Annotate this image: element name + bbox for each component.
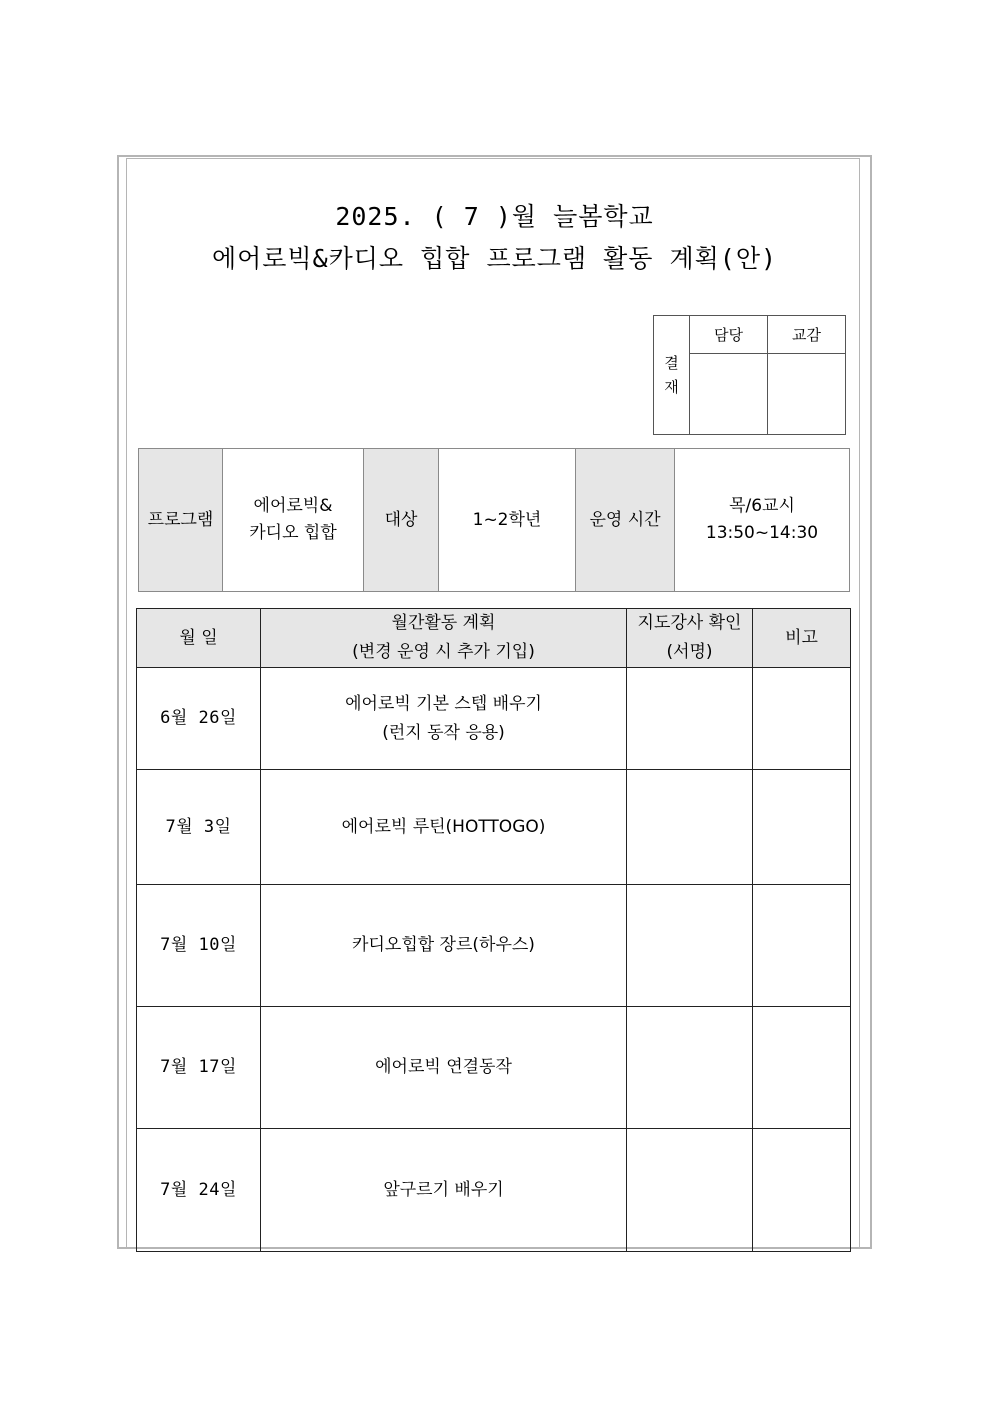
table-row: [137, 1129, 851, 1252]
approval-label-line1: 결: [664, 354, 679, 372]
approval-label-line2: 재: [664, 378, 679, 396]
table-row: [137, 1007, 851, 1129]
program-value-line2: 카디오 힙합: [249, 523, 337, 543]
header-note: 비고: [753, 609, 851, 668]
document-title-line1: 2025. ( 7 )월 늘봄학교: [335, 202, 654, 231]
header-activity-line1: 월간활동 계획: [391, 613, 496, 633]
table-row: [137, 770, 851, 885]
header-confirm: [627, 609, 753, 668]
row-activity: 에어로빅 루틴(HOTTOGO): [261, 770, 627, 885]
document-title-line2: 에어로빅&카디오 힙합 프로그램 활동 계획(안): [211, 244, 778, 273]
row-activity: 카디오힙합 장르(하우스): [261, 885, 627, 1007]
row-activity: 앞구르기 배우기: [261, 1129, 627, 1252]
row-note[interactable]: [753, 885, 851, 1007]
row-activity: 에어로빅 연결동작: [261, 1007, 627, 1129]
header-activity: [261, 609, 627, 668]
monthly-plan-table: [136, 608, 851, 1252]
row-activity: [261, 668, 627, 770]
program-info-table: [138, 448, 850, 592]
row-note[interactable]: [753, 1129, 851, 1252]
time-value: [675, 449, 850, 592]
row-activity-line1: 에어로빅 기본 스텝 배우기: [345, 693, 542, 714]
approval-header-manager: 담당: [690, 316, 768, 354]
target-label: 대상: [364, 449, 439, 592]
program-label: 프로그램: [139, 449, 223, 592]
program-value-line1: 에어로빅&: [253, 496, 333, 516]
approval-label: [654, 316, 690, 435]
row-date: 7월 24일: [137, 1129, 261, 1252]
approval-header-vice-principal: 교감: [768, 316, 846, 354]
row-confirm-signature[interactable]: [627, 1129, 753, 1252]
time-label: 운영 시간: [576, 449, 675, 592]
row-date: 6월 26일: [137, 668, 261, 770]
row-date: 7월 17일: [137, 1007, 261, 1129]
row-confirm-signature[interactable]: [627, 1007, 753, 1129]
row-activity-line2: (런지 동작 응용): [382, 722, 505, 743]
row-note[interactable]: [753, 770, 851, 885]
row-date: 7월 10일: [137, 885, 261, 1007]
header-date: 월 일: [137, 609, 261, 668]
row-note[interactable]: [753, 1007, 851, 1129]
approval-sign-manager[interactable]: [690, 354, 768, 435]
row-confirm-signature[interactable]: [627, 885, 753, 1007]
time-value-line1: 목/6교시: [729, 496, 795, 516]
row-confirm-signature[interactable]: [627, 770, 753, 885]
target-value: 1~2학년: [439, 449, 576, 592]
approval-sign-vice-principal[interactable]: [768, 354, 846, 435]
header-confirm-line2: (서명): [666, 642, 713, 662]
table-row: [137, 885, 851, 1007]
row-confirm-signature[interactable]: [627, 668, 753, 770]
row-note[interactable]: [753, 668, 851, 770]
approval-table: [653, 315, 846, 435]
row-date: 7월 3일: [137, 770, 261, 885]
time-value-line2: 13:50~14:30: [705, 523, 819, 543]
table-row: [137, 668, 851, 770]
header-confirm-line1: 지도강사 확인: [637, 613, 742, 633]
program-value: [223, 449, 364, 592]
header-activity-line2: (변경 운영 시 추가 기입): [352, 642, 535, 662]
